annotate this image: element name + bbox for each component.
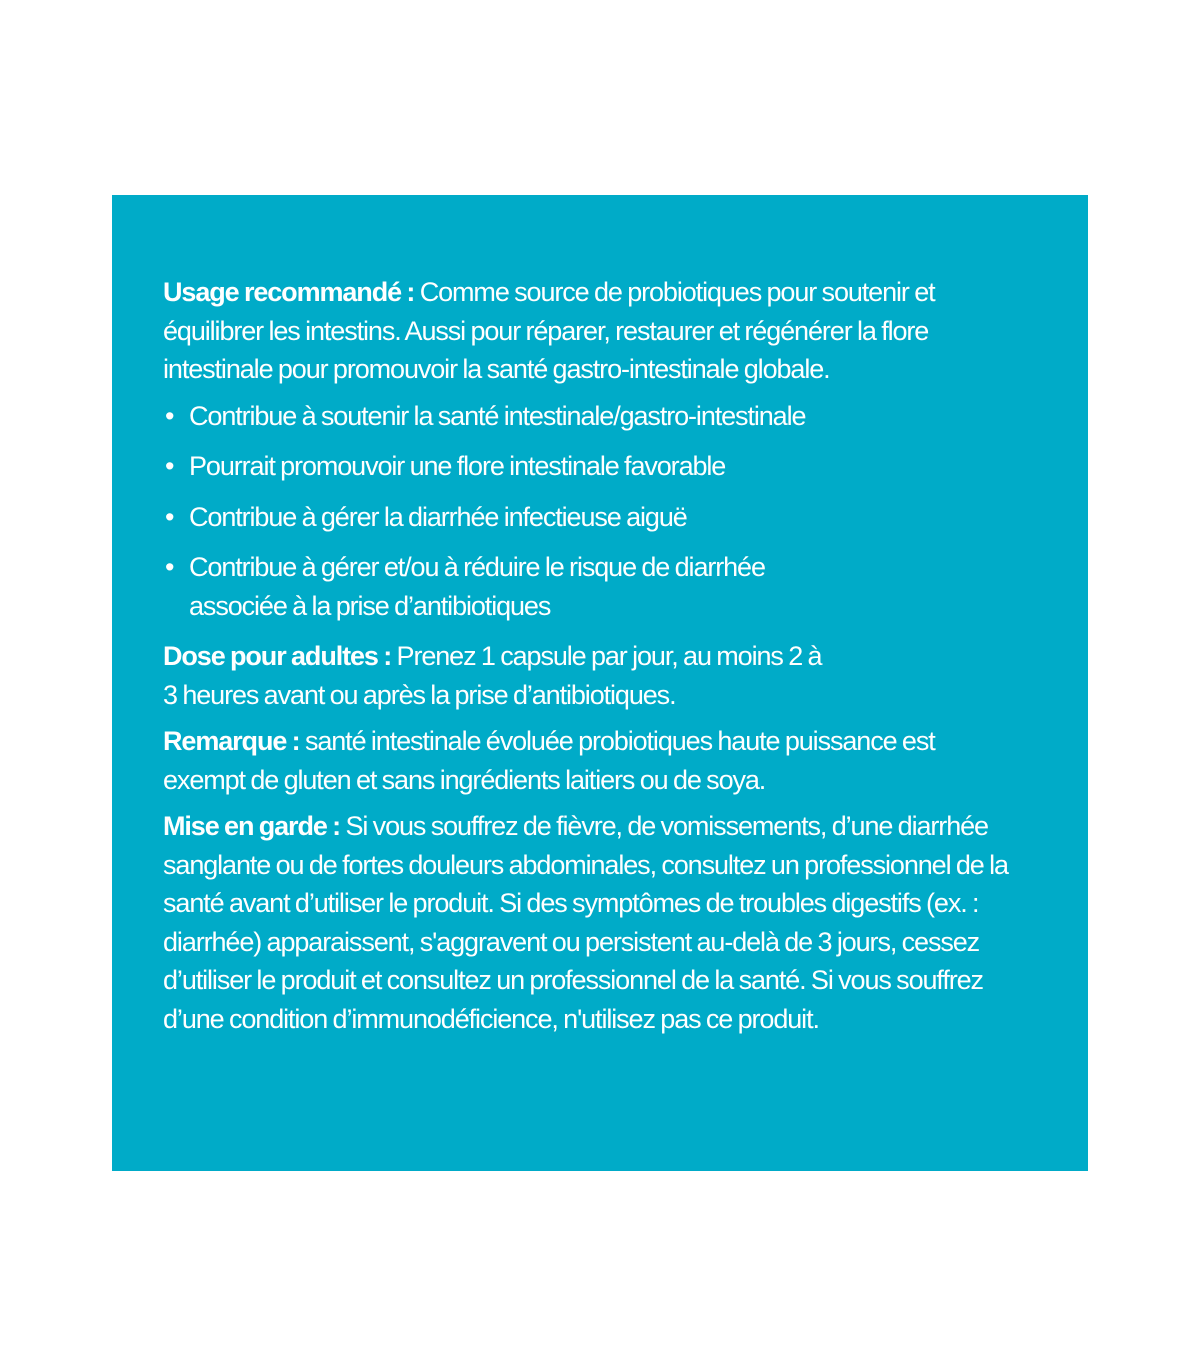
bullet-icon: • xyxy=(165,451,174,481)
remarque-label: Remarque : xyxy=(163,726,300,756)
bullet-text: Contribue à gérer la diarrhée infectieuse aiguë xyxy=(189,501,687,532)
bullet-icon: • xyxy=(165,501,174,532)
usage-label: Usage recommandé : xyxy=(163,277,415,307)
panel-content xyxy=(163,273,1043,1046)
warning-label: Mise en garde : xyxy=(163,811,341,841)
bullet-icon: • xyxy=(165,552,174,582)
list-item xyxy=(163,447,1043,486)
info-panel xyxy=(112,195,1088,1171)
bullet-text: Contribue à soutenir la santé intestinale/gastro-intestinale xyxy=(189,400,806,431)
bullet-text: Pourrait promouvoir une flore intestinale favorable xyxy=(189,451,726,481)
benefits-list xyxy=(163,397,1043,626)
list-item xyxy=(163,548,829,625)
remarque-text: santé intestinale évoluée probiotiques haute puissance est exempt de gluten et sans ingrédients laitiers ou de soya. xyxy=(163,726,935,795)
usage-paragraph xyxy=(163,273,963,389)
warning-paragraph xyxy=(163,807,1043,1038)
dose-text: Prenez 1 capsule par jour, au moins 2 à 3 heures avant ou après la prise d’antibiotiques. xyxy=(163,641,822,710)
dose-paragraph xyxy=(163,637,823,714)
bullet-icon: • xyxy=(165,400,174,431)
list-item xyxy=(163,397,1043,436)
list-item xyxy=(163,498,1043,537)
bullet-text: Contribue à gérer et/ou à réduire le risque de diarrhée associée à la prise d’antibiotiques xyxy=(189,552,765,621)
dose-label: Dose pour adultes : xyxy=(163,641,392,671)
remarque-paragraph xyxy=(163,722,983,799)
warning-text: Si vous souffrez de fièvre, de vomissements, d’une diarrhée sanglante ou de fortes douleurs abdominales, consultez un professionnel de la santé avant d’utiliser le produit. Si des symptômes de troubles digestifs (ex. : diarrhée) apparaissent, s'aggravent ou persistent au-delà de 3 jours, cessez d’utiliser le produit et consultez un professionnel de la santé. Si vous souffrez d’une condition d’immunodéficience, n'utilisez pas ce produit. xyxy=(163,811,1008,1034)
usage-text: Comme source de probiotiques pour soutenir et équilibrer les intestins. Aussi pour réparer, restaurer et régénérer la flore intestinale pour promouvoir la santé gastro-intestinale globale. xyxy=(163,277,935,384)
